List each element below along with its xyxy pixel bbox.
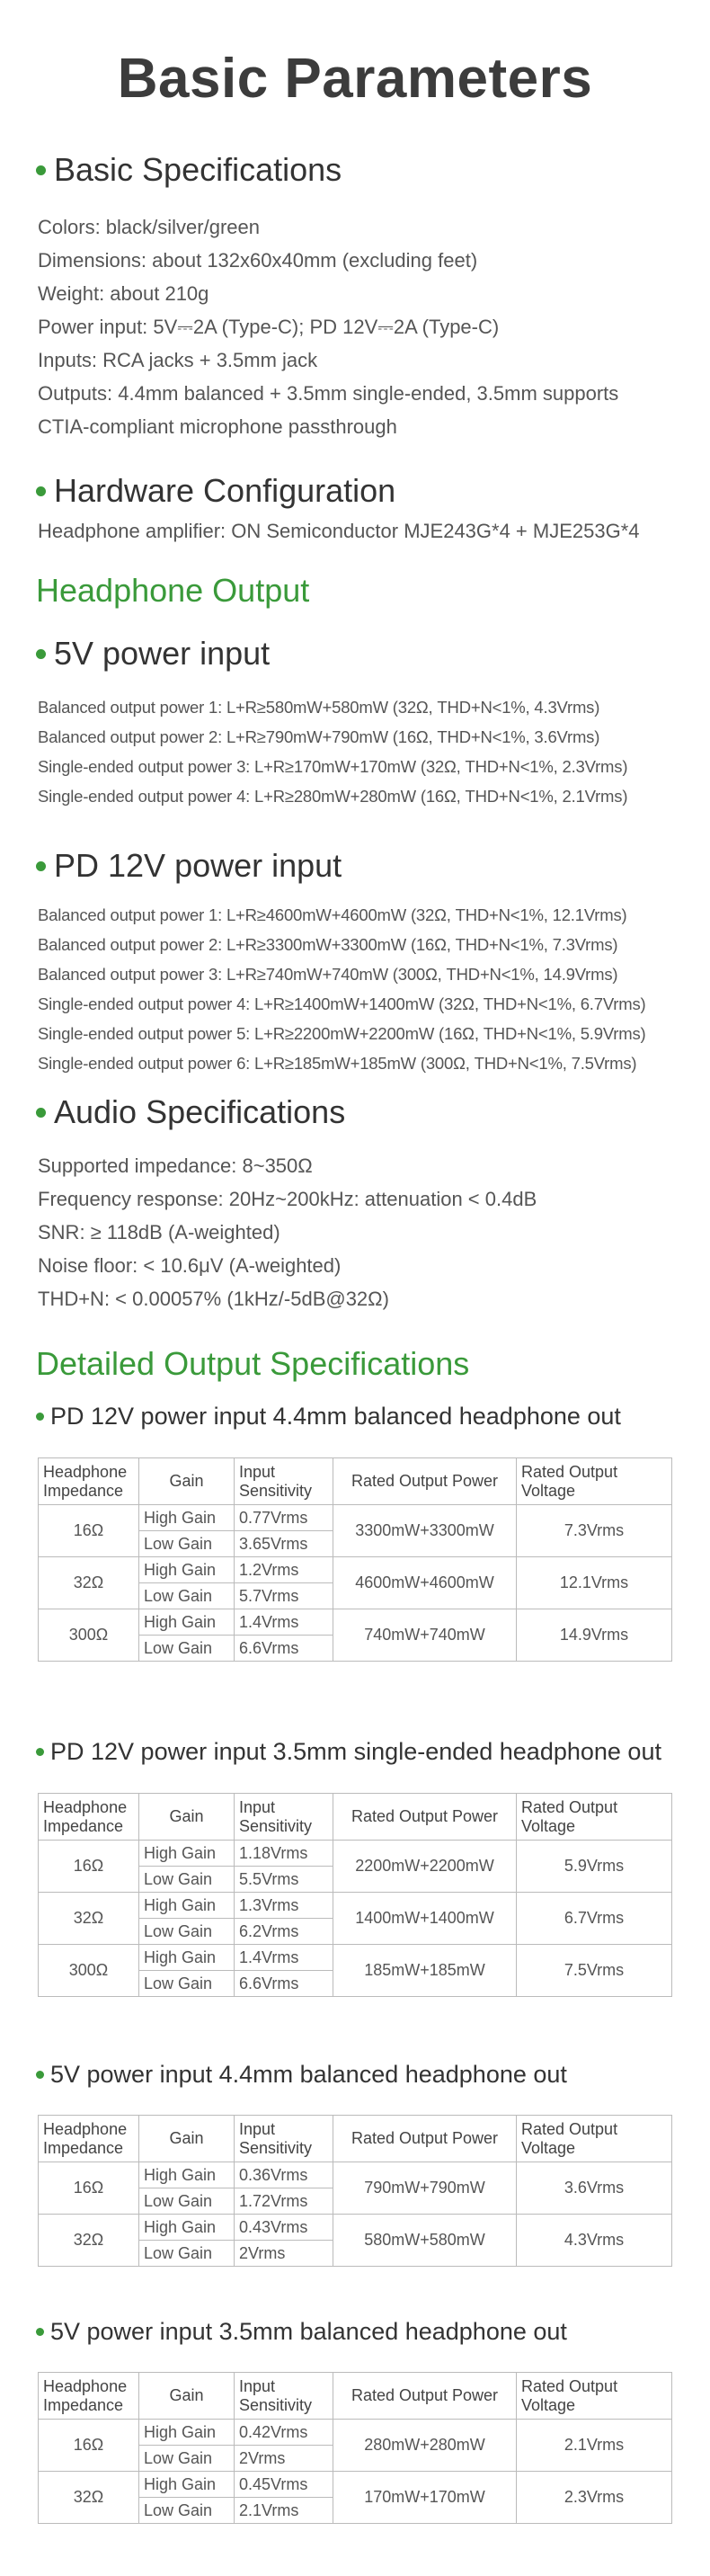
col-power: Rated Output Power bbox=[333, 1794, 517, 1841]
gain-cell: High Gain bbox=[139, 1557, 235, 1583]
col-voltage: Rated Output Voltage bbox=[517, 1458, 672, 1505]
spec-line: Balanced output power 2: L+R≥790mW+790mW (16Ω, THD+N<1%, 3.6Vrms) bbox=[38, 727, 600, 746]
col-impedance: Headphone Impedance bbox=[39, 1794, 139, 1841]
headphone-output-heading: Headphone Output bbox=[36, 572, 310, 609]
voltage-cell: 4.3Vrms bbox=[517, 2215, 672, 2267]
table-row bbox=[39, 2420, 672, 2446]
sensitivity-cell: 2.1Vrms bbox=[235, 2498, 333, 2524]
impedance-cell: 300Ω bbox=[39, 1609, 139, 1662]
impedance-cell: 32Ω bbox=[39, 1893, 139, 1945]
table-row bbox=[39, 1557, 672, 1583]
voltage-cell: 6.7Vrms bbox=[517, 1893, 672, 1945]
gain-cell: High Gain bbox=[139, 1841, 235, 1867]
gain-cell: Low Gain bbox=[139, 2498, 235, 2524]
col-voltage: Rated Output Voltage bbox=[517, 2116, 672, 2162]
spec-line: Balanced output power 3: L+R≥740mW+740mW (300Ω, THD+N<1%, 14.9Vrms) bbox=[38, 965, 618, 984]
spec-line: Frequency response: 20Hz~200kHz: attenuation < 0.4dB bbox=[38, 1188, 537, 1210]
impedance-cell: 16Ω bbox=[39, 2420, 139, 2472]
bullet-icon bbox=[36, 165, 46, 175]
gain-cell: Low Gain bbox=[139, 2188, 235, 2215]
gain-cell: Low Gain bbox=[139, 2446, 235, 2472]
sensitivity-cell: 0.43Vrms bbox=[235, 2215, 333, 2241]
table-row bbox=[39, 1945, 672, 1971]
gain-cell: High Gain bbox=[139, 1893, 235, 1919]
impedance-cell: 32Ω bbox=[39, 1557, 139, 1609]
gain-cell: High Gain bbox=[139, 1505, 235, 1531]
col-sensitivity: Input Sensitivity bbox=[235, 1794, 333, 1841]
voltage-cell: 2.3Vrms bbox=[517, 2472, 672, 2524]
power-cell: 4600mW+4600mW bbox=[333, 1557, 517, 1609]
table-row bbox=[39, 1505, 672, 1531]
impedance-cell: 300Ω bbox=[39, 1945, 139, 1997]
sensitivity-cell: 1.72Vrms bbox=[235, 2188, 333, 2215]
power-5v-list bbox=[38, 692, 694, 811]
power-12v-heading-text: PD 12V power input bbox=[54, 847, 342, 884]
impedance-cell: 16Ω bbox=[39, 2162, 139, 2215]
table-header-row bbox=[39, 1794, 672, 1841]
table-heading-text: 5V power input 4.4mm balanced headphone out bbox=[50, 2061, 567, 2088]
bullet-icon bbox=[36, 1108, 46, 1118]
bullet-icon bbox=[36, 649, 46, 659]
spec-line: Single-ended output power 3: L+R≥170mW+170mW (32Ω, THD+N<1%, 2.3Vrms) bbox=[38, 757, 628, 776]
table-row bbox=[39, 1893, 672, 1919]
gain-cell: High Gain bbox=[139, 1945, 235, 1971]
output-spec-table bbox=[38, 2372, 672, 2524]
sensitivity-cell: 6.6Vrms bbox=[235, 1636, 333, 1662]
spec-line: Single-ended output power 4: L+R≥1400mW+1400mW (32Ω, THD+N<1%, 6.7Vrms) bbox=[38, 994, 646, 1013]
gain-cell: High Gain bbox=[139, 2215, 235, 2241]
sensitivity-cell: 5.7Vrms bbox=[235, 1583, 333, 1609]
spec-line: Colors: black/silver/green bbox=[38, 216, 260, 238]
col-gain: Gain bbox=[139, 2373, 235, 2420]
sensitivity-cell: 0.36Vrms bbox=[235, 2162, 333, 2188]
impedance-cell: 32Ω bbox=[39, 2472, 139, 2524]
voltage-cell: 2.1Vrms bbox=[517, 2420, 672, 2472]
spec-line: Single-ended output power 6: L+R≥185mW+185mW (300Ω, THD+N<1%, 7.5Vrms) bbox=[38, 1054, 637, 1073]
detailed-specs-heading: Detailed Output Specifications bbox=[36, 1345, 470, 1382]
power-12v-heading bbox=[36, 847, 342, 885]
power-cell: 1400mW+1400mW bbox=[333, 1893, 517, 1945]
spec-line: Balanced output power 1: L+R≥4600mW+4600mW (32Ω, THD+N<1%, 12.1Vrms) bbox=[38, 905, 627, 924]
audio-heading-text: Audio Specifications bbox=[54, 1093, 346, 1130]
col-impedance: Headphone Impedance bbox=[39, 2116, 139, 2162]
spec-line: Dimensions: about 132x60x40mm (excluding feet) bbox=[38, 249, 478, 272]
gain-cell: High Gain bbox=[139, 2162, 235, 2188]
power-cell: 280mW+280mW bbox=[333, 2420, 517, 2472]
table-row bbox=[39, 2215, 672, 2241]
gain-cell: Low Gain bbox=[139, 1636, 235, 1662]
col-gain: Gain bbox=[139, 1794, 235, 1841]
basic-specs-heading-text: Basic Specifications bbox=[54, 151, 342, 188]
col-impedance: Headphone Impedance bbox=[39, 2373, 139, 2420]
bullet-icon bbox=[36, 486, 46, 496]
power-cell: 580mW+580mW bbox=[333, 2215, 517, 2267]
hardware-heading-text: Hardware Configuration bbox=[54, 472, 396, 509]
voltage-cell: 3.6Vrms bbox=[517, 2162, 672, 2215]
gain-cell: Low Gain bbox=[139, 1583, 235, 1609]
col-voltage: Rated Output Voltage bbox=[517, 1794, 672, 1841]
page-title: Basic Parameters bbox=[117, 48, 593, 110]
col-voltage: Rated Output Voltage bbox=[517, 2373, 672, 2420]
hardware-heading bbox=[36, 472, 395, 510]
sensitivity-cell: 2Vrms bbox=[235, 2241, 333, 2267]
spec-line: Weight: about 210g bbox=[38, 282, 209, 305]
table-row bbox=[39, 1841, 672, 1867]
voltage-cell: 5.9Vrms bbox=[517, 1841, 672, 1893]
voltage-cell: 12.1Vrms bbox=[517, 1557, 672, 1609]
power-cell: 185mW+185mW bbox=[333, 1945, 517, 1997]
sensitivity-cell: 1.4Vrms bbox=[235, 1609, 333, 1636]
spec-line: SNR: ≥ 118dB (A-weighted) bbox=[38, 1221, 280, 1243]
table-heading bbox=[36, 2318, 567, 2346]
sensitivity-cell: 6.2Vrms bbox=[235, 1919, 333, 1945]
col-sensitivity: Input Sensitivity bbox=[235, 1458, 333, 1505]
bullet-icon bbox=[36, 2071, 44, 2079]
spec-line: Power input: 5V⎓2A (Type-C); PD 12V⎓2A (Type-C) bbox=[38, 316, 500, 338]
spec-line: CTIA-compliant microphone passthrough bbox=[38, 415, 397, 438]
spec-line: THD+N: < 0.00057% (1kHz/-5dB@32Ω) bbox=[38, 1288, 389, 1310]
gain-cell: High Gain bbox=[139, 2420, 235, 2446]
power-12v-list bbox=[38, 900, 694, 1078]
table-heading bbox=[36, 1403, 621, 1431]
power-cell: 790mW+790mW bbox=[333, 2162, 517, 2215]
gain-cell: Low Gain bbox=[139, 2241, 235, 2267]
basic-specs-heading bbox=[36, 151, 342, 189]
table-header-row bbox=[39, 2373, 672, 2420]
spec-line: Noise floor: < 10.6μV (A-weighted) bbox=[38, 1254, 342, 1277]
power-5v-heading-text: 5V power input bbox=[54, 635, 271, 672]
sensitivity-cell: 1.4Vrms bbox=[235, 1945, 333, 1971]
table-row bbox=[39, 2162, 672, 2188]
col-impedance: Headphone Impedance bbox=[39, 1458, 139, 1505]
table-row bbox=[39, 1609, 672, 1636]
power-cell: 2200mW+2200mW bbox=[333, 1841, 517, 1893]
table-heading-text: 5V power input 3.5mm balanced headphone out bbox=[50, 2318, 567, 2345]
col-gain: Gain bbox=[139, 1458, 235, 1505]
audio-list bbox=[38, 1149, 694, 1315]
spec-line: Single-ended output power 5: L+R≥2200mW+2200mW (16Ω, THD+N<1%, 5.9Vrms) bbox=[38, 1024, 646, 1043]
gain-cell: Low Gain bbox=[139, 1919, 235, 1945]
spec-line: Balanced output power 1: L+R≥580mW+580mW (32Ω, THD+N<1%, 4.3Vrms) bbox=[38, 698, 600, 717]
sensitivity-cell: 6.6Vrms bbox=[235, 1971, 333, 1997]
table-heading bbox=[36, 1738, 661, 1766]
sensitivity-cell: 0.42Vrms bbox=[235, 2420, 333, 2446]
bullet-icon bbox=[36, 1748, 44, 1756]
col-power: Rated Output Power bbox=[333, 2116, 517, 2162]
impedance-cell: 16Ω bbox=[39, 1841, 139, 1893]
bullet-icon bbox=[36, 2328, 44, 2336]
table-heading-text: PD 12V power input 4.4mm balanced headphone out bbox=[50, 1403, 621, 1430]
impedance-cell: 32Ω bbox=[39, 2215, 139, 2267]
spec-line: Outputs: 4.4mm balanced + 3.5mm single-ended, 3.5mm supports bbox=[38, 382, 619, 405]
output-spec-table bbox=[38, 1457, 672, 1662]
gain-cell: High Gain bbox=[139, 1609, 235, 1636]
sensitivity-cell: 1.3Vrms bbox=[235, 1893, 333, 1919]
output-spec-table bbox=[38, 2115, 672, 2267]
gain-cell: Low Gain bbox=[139, 1867, 235, 1893]
power-cell: 3300mW+3300mW bbox=[333, 1505, 517, 1557]
spec-line: Inputs: RCA jacks + 3.5mm jack bbox=[38, 349, 318, 371]
sensitivity-cell: 2Vrms bbox=[235, 2446, 333, 2472]
power-cell: 740mW+740mW bbox=[333, 1609, 517, 1662]
power-cell: 170mW+170mW bbox=[333, 2472, 517, 2524]
spec-line: Supported impedance: 8~350Ω bbox=[38, 1154, 313, 1177]
sensitivity-cell: 5.5Vrms bbox=[235, 1867, 333, 1893]
col-power: Rated Output Power bbox=[333, 1458, 517, 1505]
voltage-cell: 7.3Vrms bbox=[517, 1505, 672, 1557]
spec-line: Balanced output power 2: L+R≥3300mW+3300mW (16Ω, THD+N<1%, 7.3Vrms) bbox=[38, 935, 618, 954]
gain-cell: High Gain bbox=[139, 2472, 235, 2498]
voltage-cell: 7.5Vrms bbox=[517, 1945, 672, 1997]
voltage-cell: 14.9Vrms bbox=[517, 1609, 672, 1662]
table-heading bbox=[36, 2061, 567, 2089]
basic-specs-list bbox=[38, 210, 694, 443]
table-header-row bbox=[39, 2116, 672, 2162]
table-heading-text: PD 12V power input 3.5mm single-ended headphone out bbox=[50, 1738, 661, 1765]
table-row bbox=[39, 2472, 672, 2498]
bullet-icon bbox=[36, 861, 46, 871]
col-sensitivity: Input Sensitivity bbox=[235, 2373, 333, 2420]
sensitivity-cell: 3.65Vrms bbox=[235, 1531, 333, 1557]
col-power: Rated Output Power bbox=[333, 2373, 517, 2420]
spec-line: Headphone amplifier: ON Semiconductor MJE243G*4 + MJE253G*4 bbox=[38, 520, 640, 542]
sensitivity-cell: 0.77Vrms bbox=[235, 1505, 333, 1531]
sensitivity-cell: 0.45Vrms bbox=[235, 2472, 333, 2498]
power-5v-heading bbox=[36, 635, 270, 673]
output-spec-table bbox=[38, 1793, 672, 1997]
sensitivity-cell: 1.18Vrms bbox=[235, 1841, 333, 1867]
impedance-cell: 16Ω bbox=[39, 1505, 139, 1557]
table-header-row bbox=[39, 1458, 672, 1505]
gain-cell: Low Gain bbox=[139, 1971, 235, 1997]
bullet-icon bbox=[36, 1413, 44, 1421]
audio-heading bbox=[36, 1093, 345, 1131]
col-gain: Gain bbox=[139, 2116, 235, 2162]
hardware-list bbox=[38, 514, 694, 548]
sensitivity-cell: 1.2Vrms bbox=[235, 1557, 333, 1583]
spec-line: Single-ended output power 4: L+R≥280mW+280mW (16Ω, THD+N<1%, 2.1Vrms) bbox=[38, 787, 628, 806]
col-sensitivity: Input Sensitivity bbox=[235, 2116, 333, 2162]
gain-cell: Low Gain bbox=[139, 1531, 235, 1557]
